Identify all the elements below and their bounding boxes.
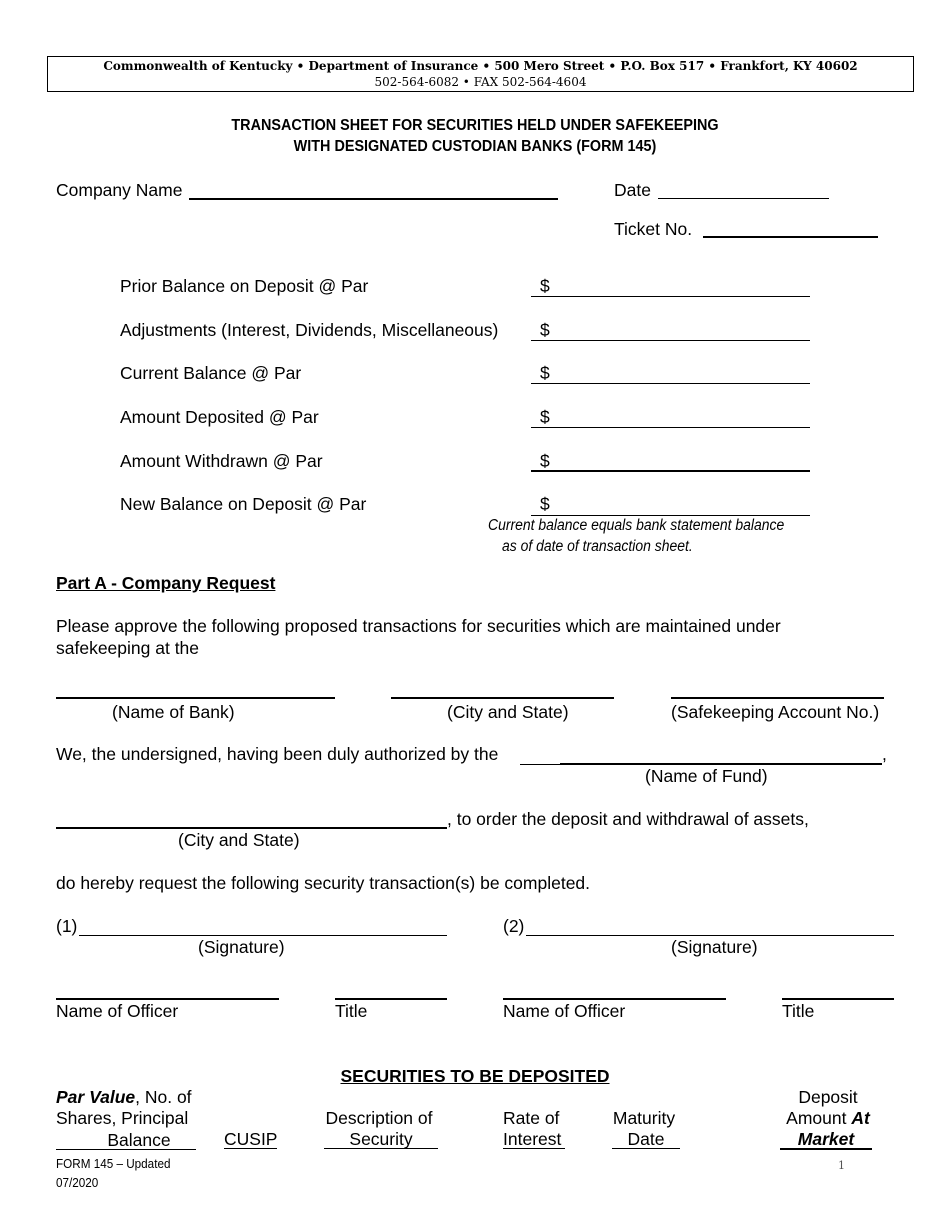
signature-1-caption: (Signature)	[198, 937, 285, 957]
currency-symbol: $	[540, 320, 550, 340]
balance-field-prior[interactable]	[531, 296, 810, 297]
currency-symbol: $	[540, 451, 550, 471]
balance-label-new: New Balance on Deposit @ Par	[120, 494, 367, 514]
balance-field-withdrawn[interactable]	[531, 470, 810, 472]
col-rate-line2: Interest	[503, 1130, 565, 1149]
fund-name-field[interactable]	[560, 763, 882, 765]
col-maturity-line2: Date	[612, 1130, 680, 1149]
currency-symbol: $	[540, 494, 550, 514]
col-maturity-line1: Maturity	[612, 1108, 676, 1128]
bank-name-caption: (Name of Bank)	[112, 702, 235, 722]
securities-heading: SECURITIES TO BE DEPOSITED	[340, 1066, 610, 1086]
title-2-caption: Title	[782, 1001, 815, 1021]
currency-symbol: $	[540, 363, 550, 383]
letterhead-phone: 502-564-6082 • FAX 502-564-4604	[374, 75, 587, 89]
col-description-line2: Security	[324, 1130, 438, 1149]
balance-label-withdrawn: Amount Withdrawn @ Par	[120, 451, 323, 471]
fund-name-field-lead	[520, 764, 560, 765]
col-deposit-at: At	[851, 1108, 870, 1128]
col-par-value-line1	[56, 1087, 192, 1108]
title-1-field[interactable]	[335, 998, 447, 1000]
col-par-value-line2: Shares, Principal	[56, 1108, 189, 1128]
authorized-text: We, the undersigned, having been duly authorized by the	[56, 744, 499, 764]
part-a-intro-line2: safekeeping at the	[56, 638, 200, 658]
fund-comma: ,	[882, 744, 887, 764]
part-a-intro-line1: Please approve the following proposed transactions for securities which are maintained under	[56, 616, 781, 636]
col-rate-line1: Rate of	[503, 1108, 560, 1128]
fund-city-state-field[interactable]	[56, 827, 447, 829]
date-label: Date	[614, 180, 651, 200]
signature-2-field[interactable]	[526, 935, 894, 936]
balance-label-deposited: Amount Deposited @ Par	[120, 407, 319, 427]
currency-symbol: $	[540, 276, 550, 296]
signature-1-label: (1)	[56, 916, 78, 936]
company-name-label: Company Name	[56, 180, 183, 200]
bank-name-field[interactable]	[56, 697, 335, 699]
balance-label-prior: Prior Balance on Deposit @ Par	[120, 276, 369, 296]
balance-note-line1: Current balance equals bank statement balance	[488, 517, 785, 534]
currency-symbol: $	[540, 407, 550, 427]
officer-2-caption: Name of Officer	[503, 1001, 626, 1021]
officer-1-caption: Name of Officer	[56, 1001, 179, 1021]
date-field[interactable]	[658, 198, 829, 199]
form-title-line2: WITH DESIGNATED CUSTODIAN BANKS (FORM 145)	[293, 138, 657, 155]
signature-1-field[interactable]	[79, 935, 447, 936]
ticket-label: Ticket No.	[614, 219, 693, 239]
col-par-value-italic: Par Value	[56, 1087, 136, 1107]
ticket-field[interactable]	[703, 236, 878, 238]
safekeeping-account-field[interactable]	[671, 697, 884, 699]
col-par-value-line3	[56, 1130, 196, 1151]
footer-form-line2: 07/2020	[56, 1175, 99, 1190]
col-par-value-balance: Balance	[56, 1131, 196, 1150]
signature-2-label: (2)	[503, 916, 525, 936]
col-deposit-line1: Deposit	[798, 1087, 858, 1107]
part-a-heading: Part A - Company Request	[56, 573, 276, 593]
footer-form-line1: FORM 145 – Updated	[56, 1156, 171, 1171]
title-2-field[interactable]	[782, 998, 894, 1000]
col-deposit-line3	[780, 1130, 872, 1150]
balance-field-new[interactable]	[531, 515, 810, 516]
balance-field-current[interactable]	[531, 383, 810, 384]
balance-field-adjustments[interactable]	[531, 340, 810, 341]
col-description-line1: Description of	[325, 1108, 433, 1128]
col-deposit-line2	[772, 1108, 884, 1129]
balance-field-deposited[interactable]	[531, 427, 810, 428]
order-text: , to order the deposit and withdrawal of assets,	[447, 809, 809, 829]
company-name-field[interactable]	[189, 198, 558, 200]
bank-city-state-field[interactable]	[391, 697, 614, 699]
signature-2-caption: (Signature)	[671, 937, 758, 957]
request-text: do hereby request the following security transaction(s) be completed.	[56, 873, 591, 893]
fund-city-state-caption: (City and State)	[178, 830, 300, 850]
bank-city-state-caption: (City and State)	[447, 702, 569, 722]
title-1-caption: Title	[335, 1001, 368, 1021]
col-deposit-amount: Amount	[786, 1108, 852, 1128]
balance-note-line2: as of date of transaction sheet.	[502, 538, 693, 555]
col-deposit-market: Market	[797, 1129, 855, 1149]
page-number: 1	[838, 1159, 845, 1172]
officer-2-field[interactable]	[503, 998, 726, 1000]
balance-label-adjustments: Adjustments (Interest, Dividends, Miscellaneous)	[120, 320, 499, 340]
col-cusip: CUSIP	[224, 1129, 278, 1149]
letterhead-address: Commonwealth of Kentucky • Department of Insurance • 500 Mero Street • P.O. Box 517 • Frankfort, KY 40602	[103, 59, 858, 73]
col-par-value-rest: , No. of	[135, 1087, 192, 1107]
form-title-line1: TRANSACTION SHEET FOR SECURITIES HELD UNDER SAFEKEEPING	[231, 117, 719, 134]
safekeeping-account-caption: (Safekeeping Account No.)	[671, 702, 880, 722]
balance-label-current: Current Balance @ Par	[120, 363, 302, 383]
officer-1-field[interactable]	[56, 998, 279, 1000]
fund-name-caption: (Name of Fund)	[645, 766, 768, 786]
